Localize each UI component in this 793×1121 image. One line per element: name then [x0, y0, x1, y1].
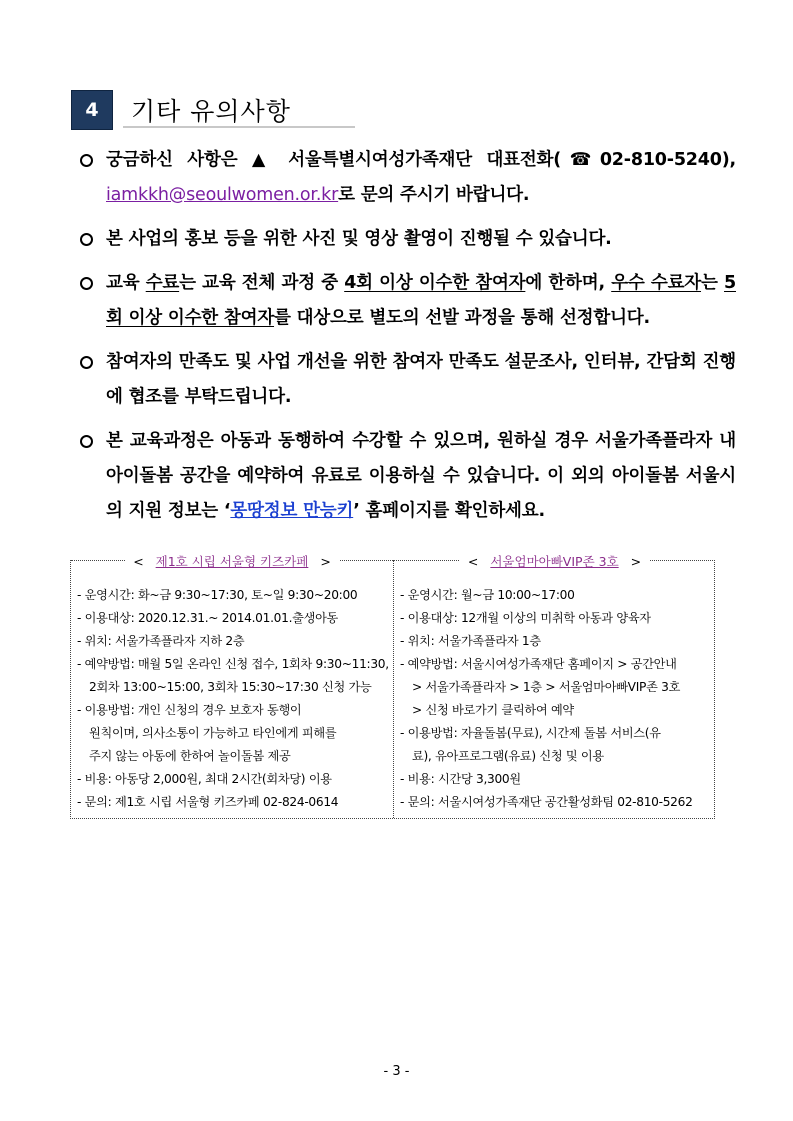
- notice-item-contact: 궁금하신 사항은 ▲ 서울특별시여성가족재단 대표전화(☎02-810-5240), iamkkh@seoulwomen.or.kr로 문의 주시기 바랍니다.: [76, 143, 736, 213]
- detail-line: 2회차 13:00~15:00, 3회차 15:30~17:30 신청 가능: [89, 680, 372, 694]
- detail-line: - 문의: 서울시여성가족재단 공간활성화팀 02-810-5262: [400, 795, 693, 809]
- detail-line: - 예약방법: 매월 5일 온라인 신청 접수, 1회차 9:30~11:30,: [77, 657, 389, 671]
- detail-line: - 이용방법: 자율돌봄(무료), 시간제 돌봄 서비스(유: [400, 726, 661, 740]
- bullet-circle-icon: [80, 435, 93, 448]
- kids-cafe-column: [71, 554, 393, 818]
- vip-zone-column: [393, 554, 715, 818]
- vip-zone-heading: < 서울엄마아빠VIP존 3호 >: [394, 560, 715, 582]
- kids-cafe-details: [71, 582, 393, 814]
- detail-line: > 서울가족플라자 > 1층 > 서울엄마아빠VIP존 3호: [412, 680, 681, 694]
- detail-line: - 예약방법: 서울시여성가족재단 홈페이지 > 공간안내: [400, 657, 677, 671]
- bullet-circle-icon: [80, 356, 93, 369]
- bullet-circle-icon: [80, 277, 93, 290]
- page-number: - 3 -: [383, 1064, 410, 1079]
- bullet-circle-icon: [80, 154, 93, 167]
- childcare-info-box: [70, 554, 715, 819]
- detail-line: - 비용: 아동당 2,000원, 최대 2시간(회차당) 이용: [77, 772, 332, 786]
- detail-line: - 운영시간: 화~금 9:30~17:30, 토~일 9:30~20:00: [77, 588, 358, 602]
- mongttang-info-link[interactable]: 몽땅정보 만능키: [230, 501, 354, 521]
- vip-zone-details: [394, 582, 715, 814]
- kids-cafe-title: 제1호 시립 서울형 키즈카페: [152, 554, 313, 569]
- detail-line: - 이용방법: 개인 신청의 경우 보호자 동행이: [77, 703, 302, 717]
- detail-line: - 위치: 서울가족플라자 지하 2층: [77, 634, 245, 648]
- section-title: 기타 유의사항: [131, 97, 291, 126]
- detail-line: 원칙이며, 의사소통이 가능하고 타인에게 피해를: [89, 726, 337, 740]
- detail-line: - 위치: 서울가족플라자 1층: [400, 634, 541, 648]
- detail-line: - 이용대상: 12개월 이상의 미취학 아동과 양육자: [400, 611, 651, 625]
- detail-line: 료), 유아프로그램(유료) 신청 및 이용: [412, 749, 604, 763]
- detail-line: 주지 않는 아동에 한하여 놀이돌봄 제공: [89, 749, 291, 763]
- detail-line: - 이용대상: 2020.12.31.~ 2014.01.01.출생아동: [77, 611, 339, 625]
- detail-line: - 문의: 제1호 시립 서울형 키즈카페 02-824-0614: [77, 795, 339, 809]
- section-number: 4: [71, 90, 113, 130]
- notice-item-survey: 참여자의 만족도 및 사업 개선을 위한 참여자 만족도 설문조사, 인터뷰, 간담회 진행에 협조를 부탁드립니다.: [76, 345, 736, 415]
- detail-line: > 신청 바로가기 클릭하여 예약: [412, 703, 574, 717]
- detail-line: - 비용: 시간당 3,300원: [400, 772, 521, 786]
- vip-zone-title: 서울엄마아빠VIP존 3호: [486, 554, 622, 569]
- section-underline: [123, 126, 355, 128]
- notice-item-completion: 교육 수료는 교육 전체 과정 중 4회 이상 이수한 참여자에 한하며, 우수 수료자는 5회 이상 이수한 참여자를 대상으로 별도의 선발 과정을 통해 선정합니다.: [76, 266, 736, 336]
- notice-item-photo: 본 사업의 홍보 등을 위한 사진 및 영상 촬영이 진행될 수 있습니다.: [76, 222, 736, 257]
- notice-list: [76, 143, 736, 538]
- notice-item-childcare: 본 교육과정은 아동과 동행하여 수강할 수 있으며, 원하실 경우 서울가족플라자 내 아이돌봄 공간을 예약하여 유료로 이용하실 수 있습니다. 이 외의 아이돌봄 서울시의 지원 정보는 ‘몽땅정보 만능키’ 홈페이지를 확인하세요.: [76, 424, 736, 529]
- section-header: [71, 90, 303, 130]
- kids-cafe-heading: < 제1호 시립 서울형 키즈카페 >: [71, 560, 393, 582]
- detail-line: - 운영시간: 월~금 10:00~17:00: [400, 588, 575, 602]
- bullet-circle-icon: [80, 233, 93, 246]
- contact-email-link[interactable]: iamkkh@seoulwomen.or.kr: [106, 185, 339, 205]
